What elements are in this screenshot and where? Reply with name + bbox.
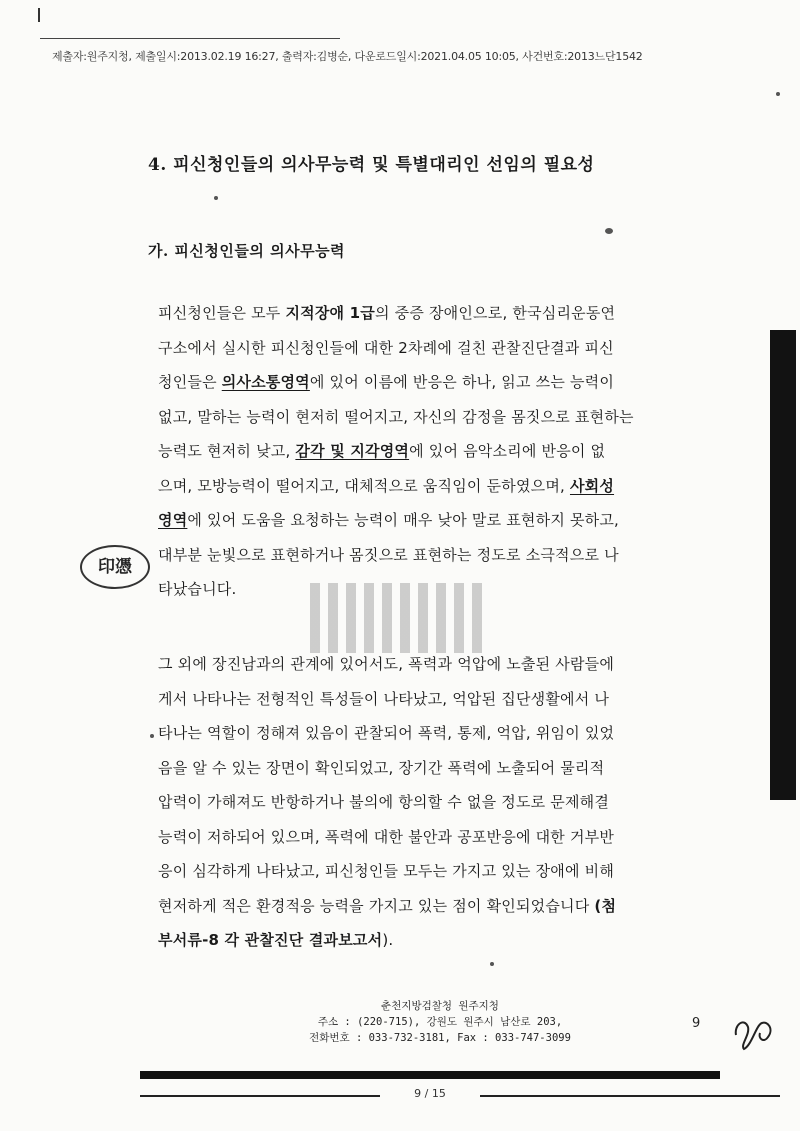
emphasis-text: 의사소통영역 (221, 373, 310, 391)
paragraph-line: 게서 나타나는 전형적인 특성들이 나타났고, 억압된 집단생활에서 나 (158, 689, 610, 708)
text-span: 에 있어 이름에 반응은 하나, 읽고 쓰는 능력이 (309, 373, 615, 391)
scan-speck (214, 196, 218, 200)
top-edge-mark (38, 8, 40, 22)
paragraph-line (158, 469, 718, 504)
paragraph-1 (158, 296, 718, 607)
scan-speck (490, 962, 494, 966)
scan-speck (605, 228, 613, 234)
text-span: 으며, 모방능력이 떨어지고, 대체적으로 움직임이 둔하였으며, (158, 476, 570, 495)
paragraph-line: 응이 심각하게 나타났고, 피신청인들 모두는 가지고 있는 장애에 비해 (158, 862, 615, 880)
emphasis-text: 감각 및 지각영역 (295, 442, 410, 460)
paragraph-line: 타났습니다. (158, 580, 237, 598)
footer-office: 춘천지방검찰청 원주지청 (381, 1000, 499, 1012)
top-rule (40, 38, 340, 39)
footer (250, 998, 630, 1046)
paragraph-line (158, 296, 718, 331)
emphasis-text: 부서류-8 각 관찰진단 결과보고서 (158, 931, 383, 949)
text-span: 의 중증 장애인으로, 한국심리운동연 (374, 304, 616, 322)
paragraph-line (158, 503, 718, 538)
emphasis-text: 사회성 (569, 476, 615, 495)
paragraph-line: 없고, 말하는 능력이 현저히 떨어지고, 자신의 감정을 몸짓으로 표현하는 (158, 407, 634, 426)
text-span: 능력도 현저히 낮고, (158, 442, 296, 460)
subsection-title: 가. 피신청인들의 의사무능력 (148, 242, 346, 260)
paragraph-line (158, 889, 718, 924)
paragraph-line: 능력이 저하되어 있으며, 폭력에 대한 불안과 공포반응에 대한 거부반 (158, 827, 615, 846)
paragraph-line: 음을 알 수 있는 장면이 확인되었고, 장기간 폭력에 노출되어 물리적 (158, 758, 605, 777)
section-title: 4. 피신청인들의 의사무능력 및 특별대리인 선임의 필요성 (148, 155, 595, 175)
submission-info: 제출자:원주지청, 제출일시:2013.02.19 16:27, 출력자:김병순, 다운로드일시:2021.04.05 10:05, 사건번호:2013느단1542 (52, 50, 643, 63)
footer-address: 주소 : (220-715), 강원도 원주시 남산로 203, (317, 1016, 563, 1028)
signature-icon (730, 1005, 780, 1055)
seal-text: 印憑 (98, 557, 132, 577)
paragraph-line: 압력이 가해져도 반항하거나 불의에 항의할 수 없을 정도로 문제해결 (158, 793, 610, 811)
scan-stripes (310, 583, 490, 653)
bottom-rule (140, 1071, 720, 1079)
emphasis-text: 영역 (158, 511, 188, 529)
paragraph-line (158, 923, 718, 958)
page-number: 9 (692, 1016, 701, 1031)
paragraph-line (158, 365, 718, 400)
paragraph-2 (158, 647, 718, 958)
text-span: 에 있어 도움을 요청하는 능력이 매우 낮아 말로 표현하지 못하고, (187, 511, 620, 529)
paragraph-line: 구소에서 실시한 피신청인들에 대한 2차례에 걸친 관찰진단결과 피신 (158, 338, 614, 357)
text-span: ). (382, 931, 394, 949)
emphasis-text: 지적장애 1급 (285, 304, 375, 322)
text-span: 피신청인들은 모두 (158, 304, 286, 322)
scan-speck (150, 734, 154, 738)
scan-speck (776, 92, 780, 96)
scan-edge-bar (770, 330, 796, 800)
seal-stamp (80, 545, 150, 589)
text-span: 현저하게 적은 환경적응 능력을 가지고 있는 점이 확인되었습니다 (158, 896, 595, 915)
text-span: 청인들은 (158, 373, 222, 391)
paragraph-line: 타나는 역할이 정해져 있음이 관찰되어 폭력, 통제, 억압, 위임이 있었 (158, 724, 615, 742)
pager: 9 / 15 (380, 1087, 480, 1100)
footer-phone: 전화번호 : 033-732-3181, Fax : 033-747-3099 (309, 1032, 571, 1044)
paragraph-line (158, 434, 718, 469)
emphasis-text: (첨 (594, 896, 617, 915)
paragraph-line: 대부분 눈빛으로 표현하거나 몸짓으로 표현하는 정도로 소극적으로 나 (158, 545, 619, 564)
paragraph-line: 그 외에 장진남과의 관계에 있어서도, 폭력과 억압에 노출된 사람들에 (158, 655, 615, 673)
text-span: 에 있어 음악소리에 반응이 없 (409, 442, 606, 460)
